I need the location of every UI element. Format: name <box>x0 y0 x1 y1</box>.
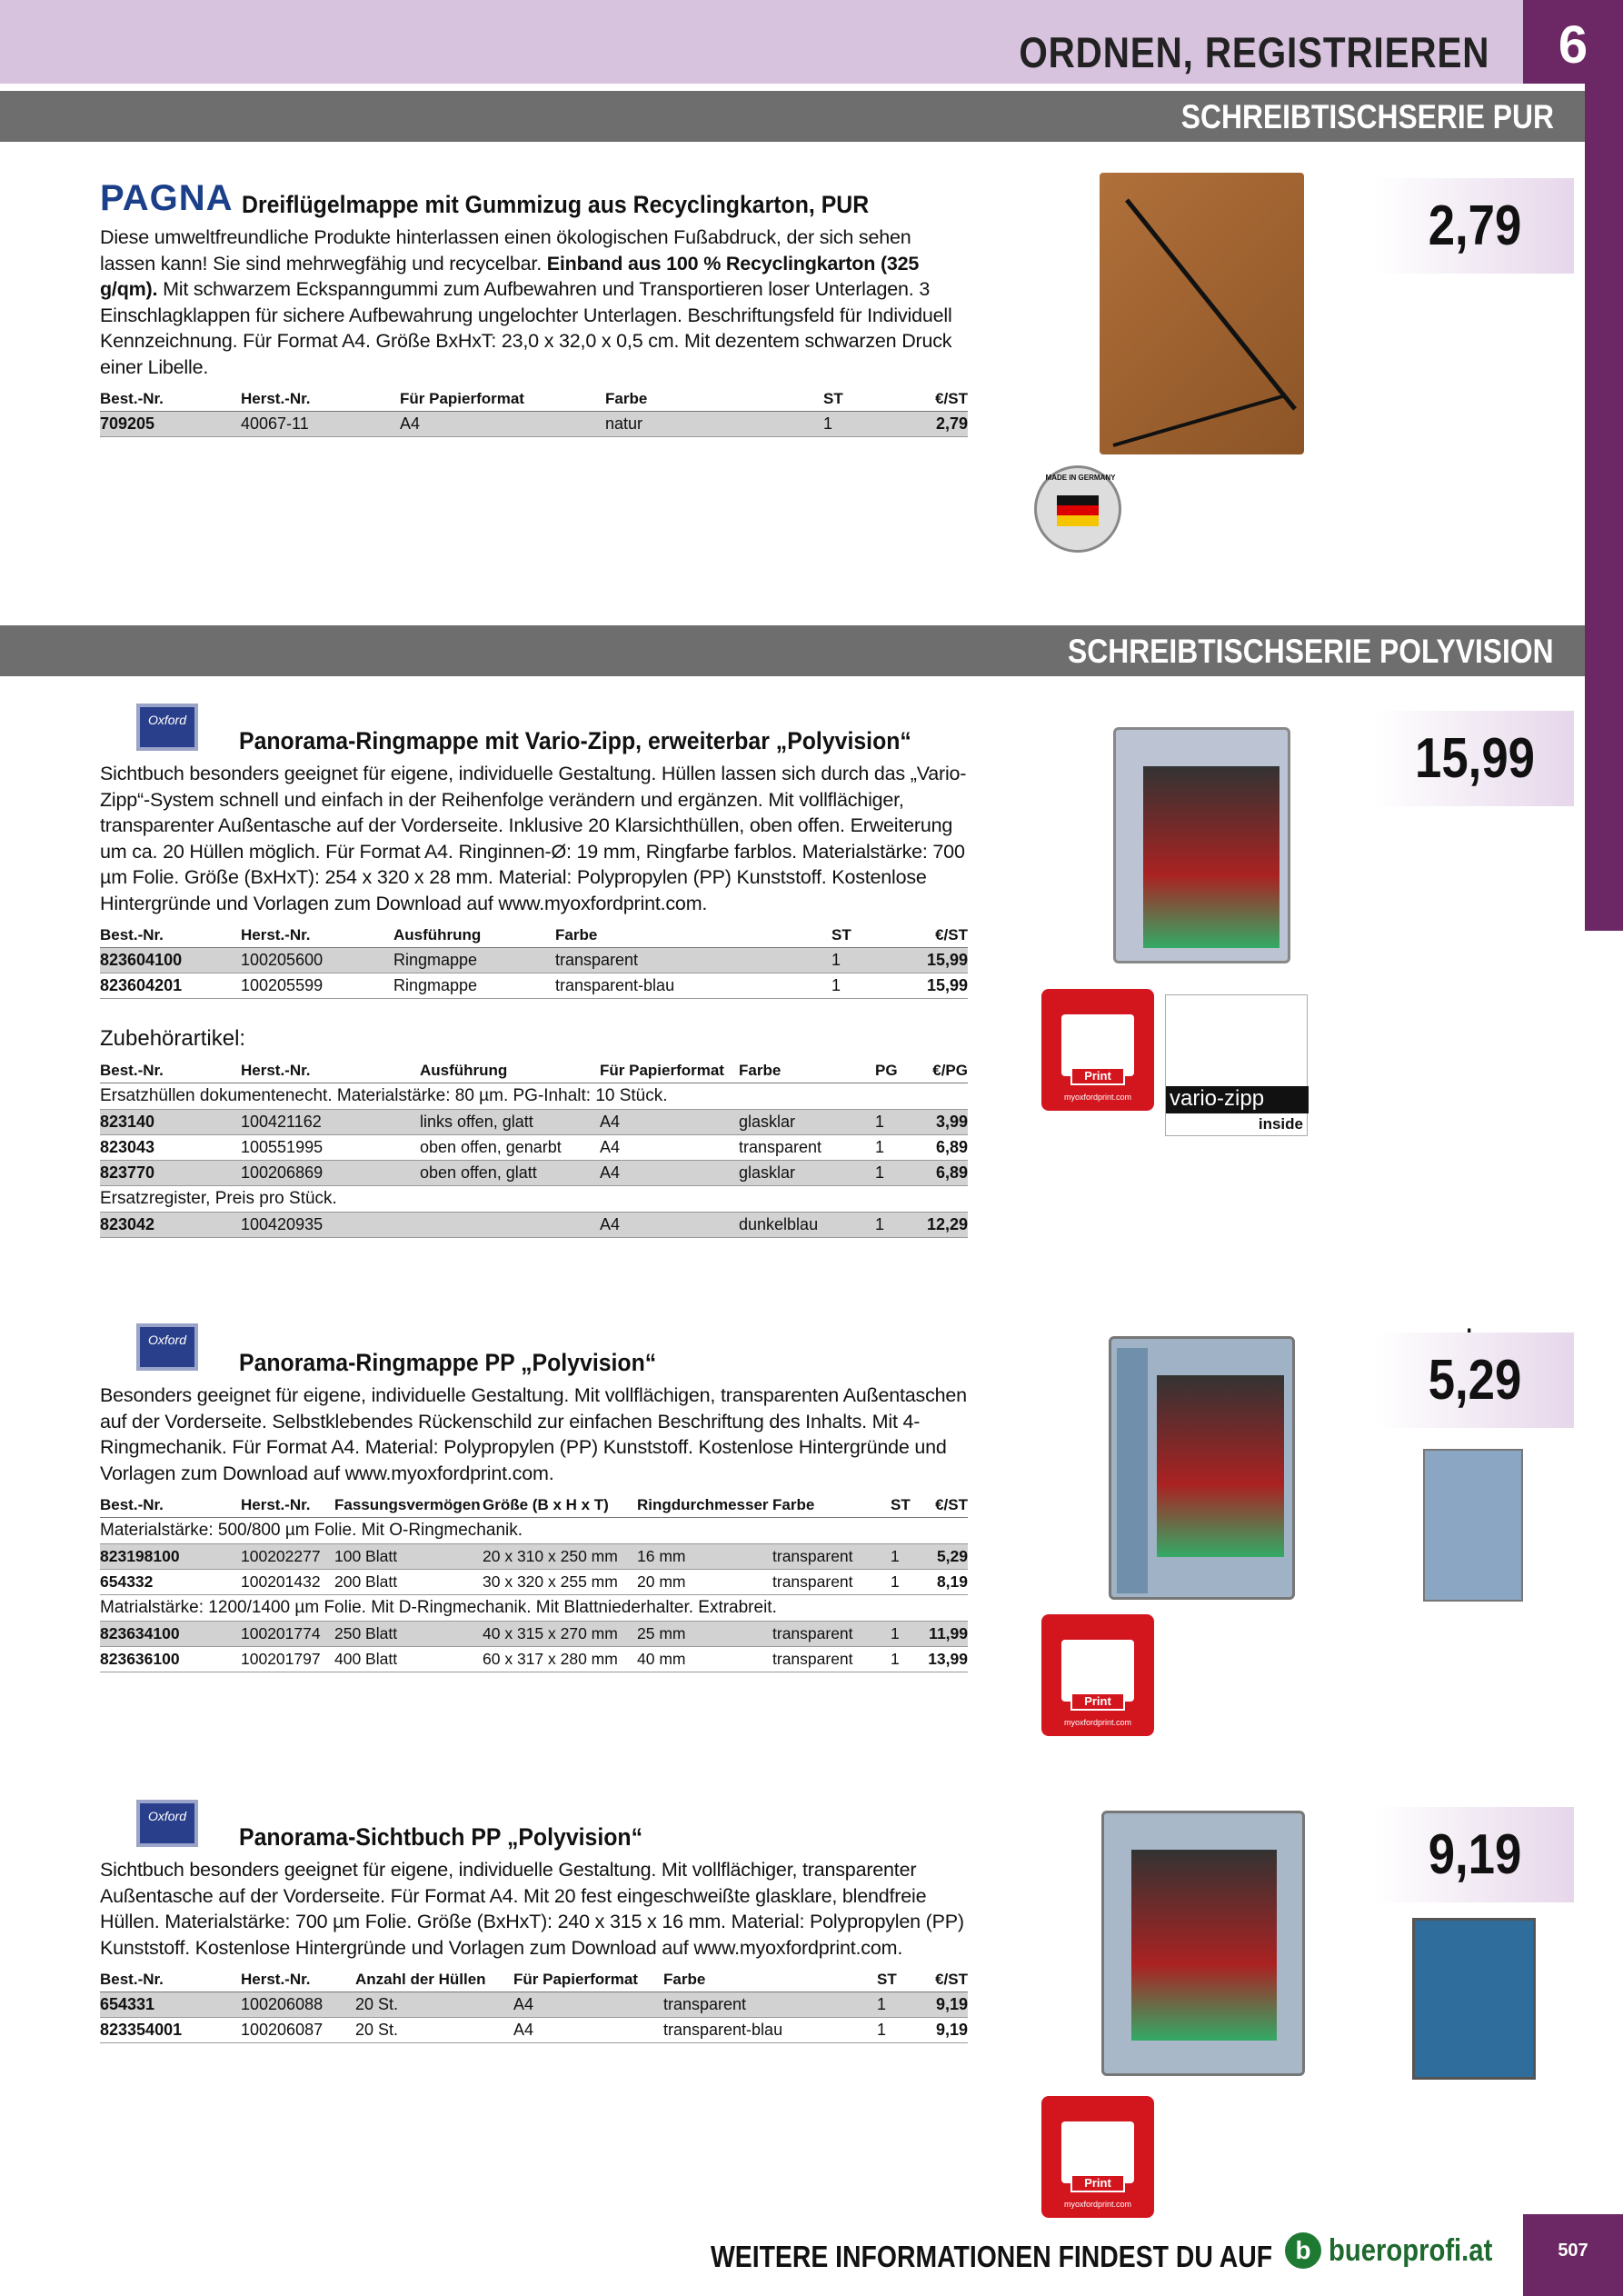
ringmappe-pp-image <box>1109 1336 1295 1600</box>
print-service-icon[interactable]: Print myoxfordprint.com <box>1041 1614 1154 1736</box>
price-box: 5,29 <box>1376 1333 1574 1428</box>
price-box: 15,99 <box>1376 711 1574 806</box>
product-description: Sichtbuch besonders geeignet für eigene, individuelle Gestaltung. Mit vollflächiger, transparenter Außentasche auf der Vorderseite. Für Format A4. Mit 20 fest eingeschweißte glasklare, blendfreie Hüllen. Materialstärke: 700 µm Folie. Größe (BxHxT): 240 x 315 x 16 mm. Material: Polypropylen (PP) Kunststoff. Kostenlose Hintergründe und Vorlagen zum Download auf www.myoxfordprint.com. <box>100 1859 964 1959</box>
chapter-sidebar <box>1585 84 1623 931</box>
ringmappe-pp-thumb <box>1423 1449 1523 1602</box>
table-row[interactable]: 823636100 100201797 400 Blatt 60 x 317 x 280 mm 40 mm transparent 1 13,99 <box>100 1647 968 1672</box>
table-row[interactable]: 654331 100206088 20 St. A4 transparent 1 9,19 <box>100 1992 968 2018</box>
table-row[interactable]: 823140 100421162 links offen, glatt A4 glasklar 1 3,99 <box>100 1110 968 1135</box>
product-title: Dreiflügelmappe mit Gummizug aus Recyclingkarton, PUR <box>242 191 870 218</box>
product-title: Panorama-Ringmappe PP „Polyvision“ <box>239 1349 657 1376</box>
product-title: Panorama-Ringmappe mit Vario-Zipp, erweiterbar „Polyvision“ <box>239 727 911 754</box>
print-service-icon[interactable]: Print myoxfordprint.com <box>1041 2096 1154 2218</box>
product-table: Best.-Nr. Herst.-Nr. Für Papierformat Farbe ST €/ST 709205 40067-11 A4 natur 1 2,79 <box>100 387 968 437</box>
accessories-heading: Zubehörartikel: <box>100 1026 246 1051</box>
oxford-logo: Oxford <box>136 1800 198 1847</box>
footer-text: WEITERE INFORMATIONEN FINDEST DU AUF <box>711 2240 1273 2273</box>
table-row[interactable]: 823043 100551995 oben offen, genarbt A4 transparent 1 6,89 <box>100 1135 968 1161</box>
made-in-germany-badge: MADE IN GERMANY <box>1034 465 1121 553</box>
oxford-logo: Oxford <box>136 704 198 751</box>
product-description: Sichtbuch besonders geeignet für eigene, individuelle Gestaltung. Hüllen lassen sich durch das „Vario-Zipp“-System schnell und einfach in der Reihenfolge verändern und ergänzen. Mit vollflächiger, transparenter Außentasche auf der Vorderseite. Inklusive 20 Klarsichthüllen, oben offen. Erweiterung um ca. 20 Hüllen möglich. Für Format A4. Ringinnen-Ø: 19 mm, Ringfarbe farblos. Materialstärke: 700 µm Folie. Größe (BxHxT): 254 x 320 x 28 mm. Material: Polypropylen (PP) Kunststoff. Kostenlose Hintergründe und Vorlagen zum Download auf www.myoxfordprint.com. <box>100 763 967 914</box>
table-row[interactable]: 823634100 100201774 250 Blatt 40 x 315 x 270 mm 25 mm transparent 1 11,99 <box>100 1622 968 1647</box>
page-number: 507 <box>1523 2214 1623 2296</box>
product-table: Best.-Nr. Herst.-Nr. Anzahl der Hüllen Für Papierformat Farbe ST €/ST 654331 100206088 20 St. A4 transparent 1 9,19 823354001 100206087 20 St. A4 transparent-blau 1 9,19 <box>100 1968 968 2043</box>
print-service-icon[interactable]: Print myoxfordprint.com <box>1041 989 1154 1111</box>
product-sichtbuch <box>100 1823 968 2043</box>
product-ringmappe-pp <box>100 1349 968 1672</box>
product-pur-mappe <box>100 178 968 437</box>
bueroprofi-logo[interactable]: b bueroprofi.at <box>1285 2232 1519 2269</box>
table-row[interactable]: 823198100 100202277 100 Blatt 20 x 310 x 250 mm 16 mm transparent 1 5,29 <box>100 1544 968 1570</box>
sichtbuch-image <box>1101 1811 1305 2076</box>
product-table: Best.-Nr. Herst.-Nr. Ausführung Farbe ST €/ST 823604100 100205600 Ringmappe transparent 1 15,99 823604201 100205599 Ringmappe transparent-blau 1 15,99 <box>100 923 968 999</box>
chapter-number: 6 <box>1523 0 1623 84</box>
table-row[interactable]: 823354001 100206087 20 St. A4 transparent-blau 1 9,19 <box>100 2018 968 2043</box>
product-vario-zipp <box>100 727 968 1238</box>
product-table: Best.-Nr. Herst.-Nr. Fassungsvermögen Größe (B x H x T) Ringdurchmesser Farbe ST €/ST Materialstärke: 500/800 µm Folie. Mit O-Ringmechanik. 823198100 100202277 100 Blatt 20 x 310 x 250 mm 16 mm transparent 1 5,29 654332 100201432 200 Blatt 30 x 320 x 255 mm 20 mm transparent 1 8,19 Matrialstärke: 1200/1400 µm Folie. Mit D-Ringmechanik. Mit Blattniederhalter. Extrabreit. 823634100 100201774 250 Blatt 40 x 315 x 270 mm 25 mm transparent 1 11,99 823636100 100201797 400 Blatt 60 x 317 x 280 mm 40 mm transparent 1 13,99 <box>100 1493 968 1672</box>
ringbinder-image <box>1113 727 1290 963</box>
section-bar-pur <box>0 87 1585 142</box>
page-title: ORDNEN, REGISTRIEREN <box>1018 28 1489 76</box>
vario-zipp-image: vario-zipp inside <box>1165 994 1308 1136</box>
table-row[interactable]: 654332 100201432 200 Blatt 30 x 320 x 255 mm 20 mm transparent 1 8,19 <box>100 1570 968 1595</box>
table-row[interactable]: 709205 40067-11 A4 natur 1 2,79 <box>100 412 968 437</box>
oxford-logo: Oxford <box>136 1323 198 1371</box>
accessories-table: Best.-Nr. Herst.-Nr. Ausführung Für Papierformat Farbe PG €/PG Ersatzhüllen dokumentenecht. Materialstärke: 80 µm. PG-Inhalt: 10 Stück. 823140 100421162 links offen, glatt A4 glasklar 1 3,99 823043 100551995 oben offen, genarbt A4 transparent 1 6,89 823770 100206869 oben offen, glatt A4 glasklar 1 6,89 Ersatzregister, Preis pro Stück. 823042 100420935 A4 dunkelblau 1 12,29 <box>100 1059 968 1238</box>
product-title: Panorama-Sichtbuch PP „Polyvision“ <box>239 1823 643 1851</box>
section-title: SCHREIBTISCHSERIE PUR <box>1180 98 1554 135</box>
section-bar-polyvision <box>0 622 1585 676</box>
sichtbuch-thumb <box>1412 1918 1536 2080</box>
folder-image <box>1100 173 1304 454</box>
product-description: Besonders geeignet für eigene, individuelle Gestaltung. Mit vollflächigen, transparenten Außentaschen auf der Vorderseite. Selbstklebendes Rückenschild zur einfachen Beschriftung des Inhalts. Mit 4-Ringmechanik. Für Format A4. Material: Polypropylen (PP) Kunststoff. Kostenlose Hintergründe und Vorlagen zum Download auf www.myoxfordprint.com. <box>100 1384 967 1484</box>
table-row[interactable]: 823604201 100205599 Ringmappe transparent-blau 1 15,99 <box>100 973 968 999</box>
pagna-logo: PAGNA <box>100 178 234 218</box>
price-box: 2,79 <box>1376 178 1574 274</box>
table-row[interactable]: 823770 100206869 oben offen, glatt A4 glasklar 1 6,89 <box>100 1161 968 1186</box>
product-description: Diese umweltfreundliche Produkte hinterlassen einen ökologischen Fußabdruck, der sich sehen lassen kann! Sie sind mehrwegfähig und recycelbar. Einband aus 100 % Recyclingkarton (325 g/qm). Mit schwarzem Eckspanngummi zum Aufbewahren und Transportieren loser Unterlagen. 3 Einschlagklappen für sichere Aufbewahrung ungelochter Unterlagen. Beschriftungsfeld für Individuell Kennzeichnung. Für Format A4. Größe BxHxT: 23,0 x 32,0 x 0,5 cm. Mit dezentem schwarzen Druck einer Libelle. <box>100 226 952 378</box>
section-title: SCHREIBTISCHSERIE POLYVISION <box>1068 633 1554 670</box>
price-box: 9,19 <box>1376 1807 1574 1902</box>
table-row[interactable]: 823604100 100205600 Ringmappe transparent 1 15,99 <box>100 948 968 973</box>
table-row[interactable]: 823042 100420935 A4 dunkelblau 1 12,29 <box>100 1213 968 1238</box>
